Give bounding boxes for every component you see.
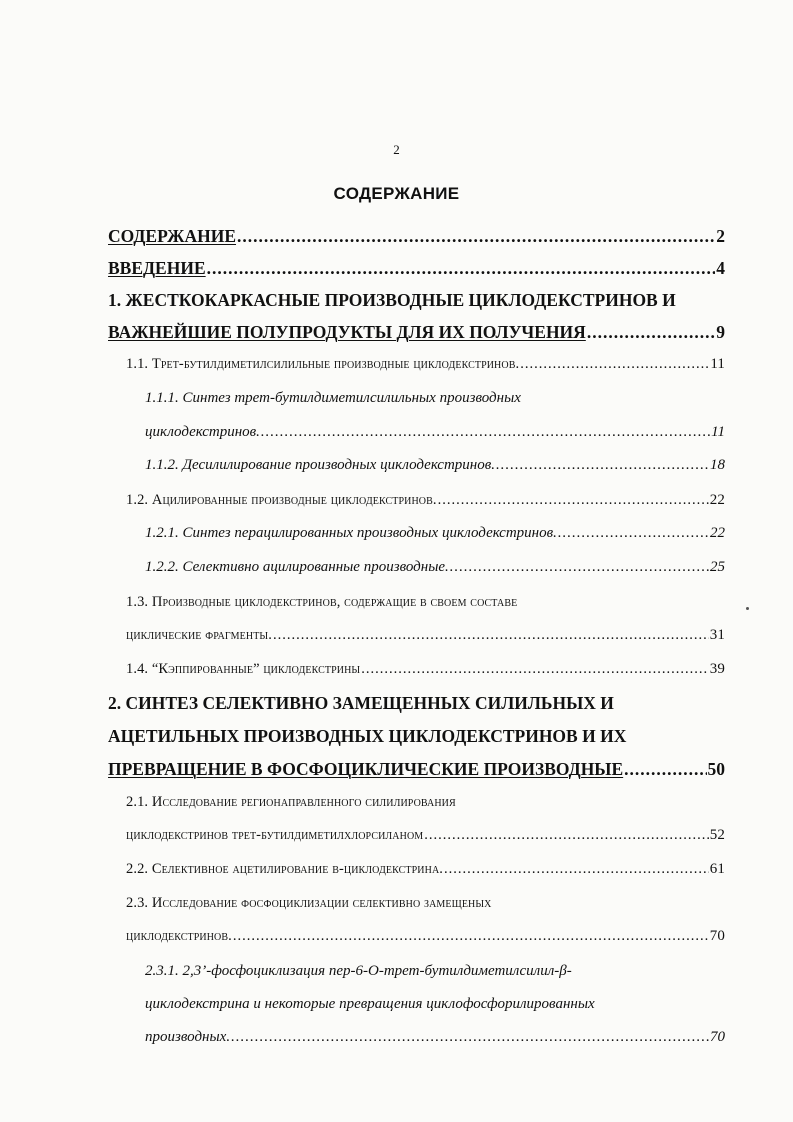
dot-leader [520, 356, 709, 373]
dot-leader [424, 827, 709, 844]
toc-entry-title: 1.4. “Кэппированные” циклодекстрины [126, 661, 361, 677]
dot-leader [233, 928, 709, 945]
toc-entry-title: циклодекстринов. [126, 928, 232, 944]
dot-leader [231, 1029, 709, 1046]
dot-leader [444, 861, 709, 878]
page-number: 2 [393, 142, 400, 157]
toc-entry-1-2[interactable] [126, 492, 725, 514]
dot-leader [261, 424, 710, 441]
toc-entry-contents[interactable] [108, 226, 725, 248]
toc-entry-1-3[interactable] [126, 627, 725, 649]
toc-entry-page: 11 [710, 356, 725, 372]
toc-entry-page: 31 [709, 627, 725, 643]
toc-entry-2-3-line1[interactable]: 2.3. Исследование фосфоциклизации селективно замещеных [126, 895, 492, 911]
toc-entry-page: 22 [710, 525, 725, 541]
toc-entry-2-1-line1[interactable]: 2.1. Исследование регионаправленного силилирования [126, 794, 456, 810]
toc-entry-page: 9 [716, 322, 725, 342]
toc-entry-page: 2 [716, 226, 725, 246]
toc-entry-introduction[interactable] [108, 258, 725, 280]
toc-entry-title: 1.1.2. Десилилирование производных циклодекстринов. [145, 457, 495, 473]
toc-entry-title: 1.2.2. Селективно ацилированные производные. [145, 559, 449, 575]
toc-entry-title: 1.2. Ацилированные производные циклодекстринов. [126, 492, 437, 508]
toc-entry-2-3-1-line2[interactable]: циклодекстрина и некоторые превращения циклофосфорилированных [145, 996, 595, 1012]
toc-entry-page: 4 [716, 258, 725, 278]
page-title: СОДЕРЖАНИЕ [333, 184, 460, 203]
toc-entry-title: циклические фрагменты. [126, 627, 272, 643]
toc-entry-2-3[interactable] [126, 928, 725, 950]
toc-entry-1-3-line1[interactable]: 1.3. Производные циклодекстринов, содержащие в своем составе [126, 594, 518, 610]
dot-leader [237, 226, 715, 247]
dot-leader [624, 759, 706, 780]
toc-entry-1-1-1[interactable] [145, 424, 725, 446]
toc-entry-chapter-2-line1[interactable]: 2. СИНТЕЗ СЕЛЕКТИВНО ЗАМЕЩЕННЫХ СИЛИЛЬНЫХ И [108, 693, 614, 713]
toc-entry-1-1[interactable] [126, 356, 725, 378]
toc-entry-1-2-2[interactable] [145, 559, 725, 581]
toc-entry-page: 61 [709, 861, 725, 877]
dot-leader [558, 525, 709, 542]
dot-leader [496, 457, 709, 474]
toc-entry-title: 1.2.1. Синтез перацилированных производных циклодекстринов. [145, 525, 557, 541]
dot-leader [207, 258, 716, 279]
toc-entry-page: 11 [711, 424, 725, 440]
dot-leader [438, 492, 709, 509]
toc-entry-2-3-1-line1[interactable]: 2.3.1. 2,3’-фосфоциклизация пер-6-О-трет-бутилдиметилсилил-β- [145, 963, 572, 979]
toc-entry-1-1-1-line1[interactable]: 1.1.1. Синтез трет-бутилдиметилсилильных производных [145, 390, 521, 406]
toc-entry-title: 2.2. Селективное ацетилирование β-циклодекстрина. [126, 861, 443, 877]
toc-entry-1-4[interactable] [126, 661, 725, 683]
toc-entry-title: ВАЖНЕЙШИЕ ПОЛУПРОДУКТЫ ДЛЯ ИХ ПОЛУЧЕНИЯ [108, 322, 586, 342]
toc-entry-1-1-2[interactable] [145, 457, 725, 479]
toc-entry-page: 50 [707, 759, 725, 779]
toc-entry-chapter-1-line1[interactable]: 1. ЖЕСТКОКАРКАСНЫЕ ПРОИЗВОДНЫЕ ЦИКЛОДЕКСТРИНОВ И [108, 290, 676, 310]
toc-entry-2-1[interactable] [126, 827, 725, 849]
toc-entry-title: ПРЕВРАЩЕНИЕ В ФОСФОЦИКЛИЧЕСКИЕ ПРОИЗВОДНЫЕ [108, 759, 624, 779]
toc-entry-title: СОДЕРЖАНИЕ [108, 226, 237, 246]
scan-speck [746, 607, 749, 610]
toc-entry-title: циклодекстринов трет-бутилдиметилхлорсиланом [126, 827, 424, 843]
toc-entry-2-2[interactable] [126, 861, 725, 883]
toc-entry-chapter-1[interactable] [108, 322, 725, 344]
toc-entry-title: производных. [145, 1029, 231, 1045]
toc-entry-page: 25 [710, 559, 725, 575]
toc-entry-page: 70 [709, 928, 725, 944]
dot-leader [361, 661, 709, 678]
dot-leader [450, 559, 709, 576]
toc-entry-page: 39 [709, 661, 725, 677]
toc-entry-page: 70 [710, 1029, 725, 1045]
toc-entry-title: циклодекстринов. [145, 424, 260, 440]
dot-leader [587, 322, 715, 343]
toc-entry-chapter-2-line2[interactable]: АЦЕТИЛЬНЫХ ПРОИЗВОДНЫХ ЦИКЛОДЕКСТРИНОВ И ИХ [108, 726, 627, 746]
toc-entry-page: 52 [709, 827, 725, 843]
toc-entry-page: 18 [710, 457, 725, 473]
toc-entry-1-2-1[interactable] [145, 525, 725, 547]
dot-leader [273, 627, 709, 644]
toc-entry-page: 22 [709, 492, 725, 508]
toc-entry-chapter-2[interactable] [108, 759, 725, 781]
toc-entry-2-3-1[interactable] [145, 1029, 725, 1051]
toc-entry-title: ВВЕДЕНИЕ [108, 258, 206, 278]
toc-entry-title: 1.1. Трет-бутилдиметилсилильные производные циклодекстринов. [126, 356, 520, 372]
